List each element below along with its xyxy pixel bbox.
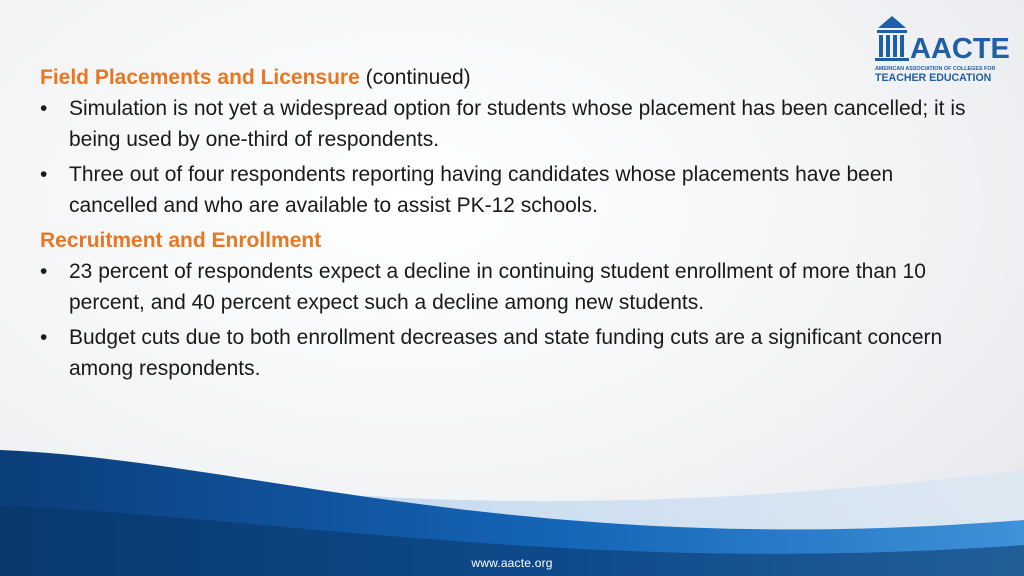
- bullet-dot: •: [40, 163, 48, 186]
- bullet-item: [40, 93, 980, 155]
- slide-content: [40, 62, 980, 388]
- section-field-placements: [40, 62, 980, 221]
- bullet-item: [40, 159, 980, 221]
- bullet-text: Budget cuts due to both enrollment decreases and state funding cuts are a significant concern among respondents.: [69, 326, 943, 380]
- bullet-text: 23 percent of respondents expect a decline in continuing student enrollment of more than 10 percent, and 40 percent expect such a decline among new students.: [69, 260, 926, 314]
- logo-name: AACTE: [910, 33, 1010, 65]
- section-heading: [40, 225, 980, 256]
- heading-suffix: (continued): [359, 66, 471, 89]
- schoolhouse-icon: [875, 16, 909, 61]
- logo-line1: AMERICAN ASSOCIATION OF COLLEGES FOR: [875, 66, 996, 72]
- section-recruitment: [40, 225, 980, 384]
- bullet-list: [40, 256, 980, 384]
- heading-text: Recruitment and Enrollment: [40, 229, 322, 252]
- bullet-dot: •: [40, 326, 48, 349]
- bullet-dot: •: [40, 260, 48, 283]
- bullet-text: Three out of four respondents reporting having candidates whose placements have been cancelled and who are available to assist PK-12 schools.: [69, 163, 894, 217]
- logo-line2: TEACHER EDUCATION: [875, 72, 992, 84]
- bullet-list: [40, 93, 980, 221]
- section-heading: [40, 62, 980, 93]
- heading-text: Field Placements and Licensure: [40, 66, 360, 89]
- bullet-item: [40, 322, 980, 384]
- bullet-dot: •: [40, 97, 48, 120]
- bullet-text: Simulation is not yet a widespread option for students whose placement has been cancelled; it is being used by one-third of respondents.: [69, 97, 966, 151]
- footer-url[interactable]: www.aacte.org: [471, 556, 553, 570]
- bullet-item: [40, 256, 980, 318]
